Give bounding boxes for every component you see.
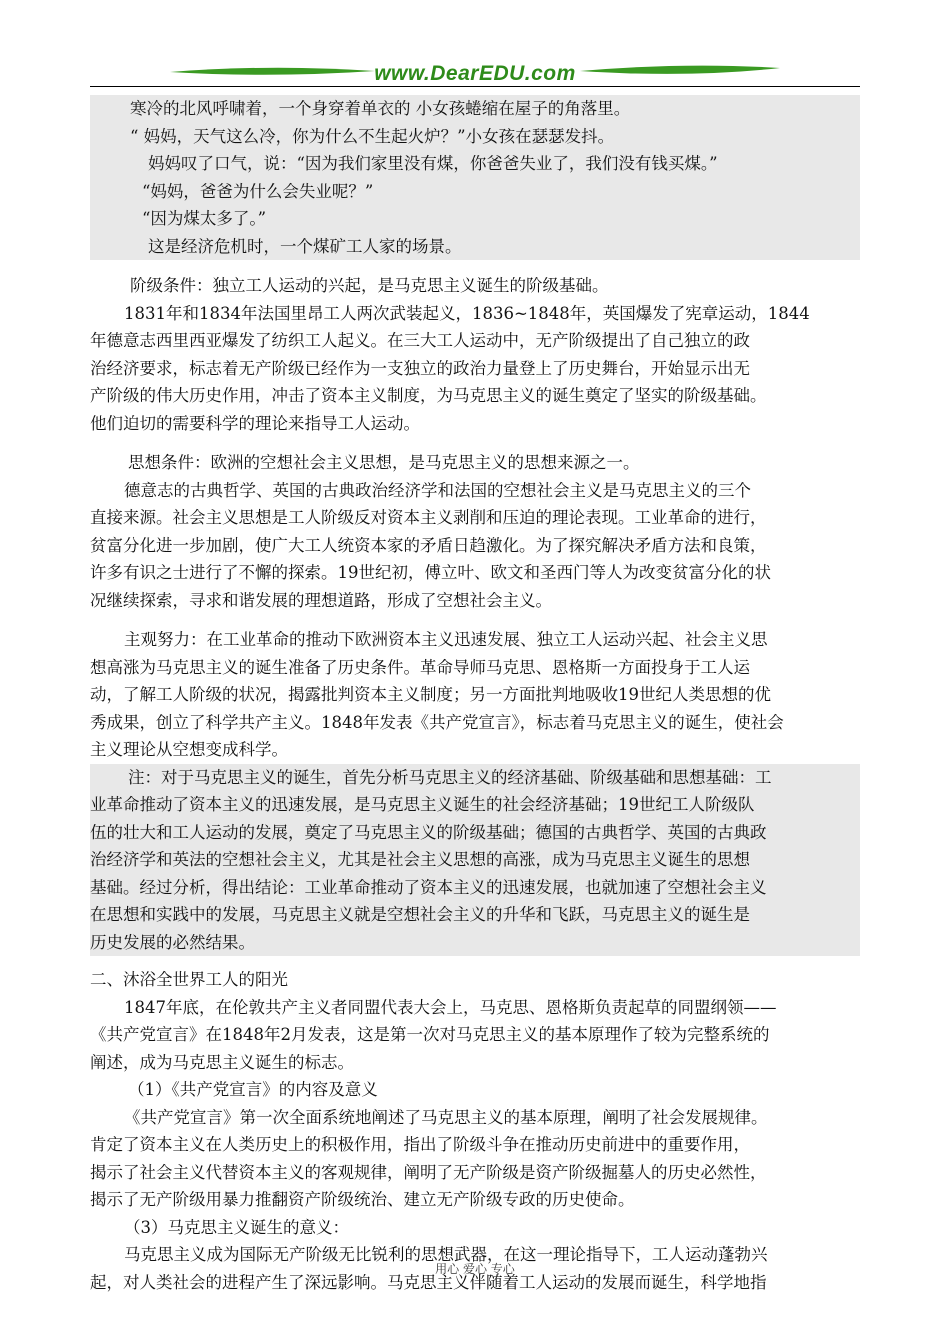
- class-condition-section: [90, 272, 860, 437]
- section-two-intro-line: 《共产党宣言》在1848年2月发表，这是第一次对马克思主义的基本原理作了较为完整系统的: [90, 1025, 770, 1044]
- thought-condition-line: 贫富分化进一步加剧，使广大工人统资本家的矛盾日趋激化。为了探究解决矛盾方法和良策，: [90, 535, 767, 555]
- section-two-intro-line: 阐述，成为马克思主义诞生的标志。: [90, 1052, 354, 1072]
- subsection-1-line: 《共产党宣言》第一次全面系统地阐述了马克思主义的基本原理，阐明了社会发展规律。: [124, 1107, 768, 1127]
- note-line: 业革命推动了资本主义的迅速发展，是马克思主义诞生的社会经济基础；19世纪工人阶级队: [90, 795, 755, 814]
- thought-condition-heading: 思想条件：欧洲的空想社会主义思想，是马克思主义的思想来源之一。: [128, 453, 640, 472]
- subjective-effort-line: 主义理论从空想变成科学。: [90, 740, 288, 759]
- thought-condition-line: 况继续探索，寻求和谐发展的理想道路，形成了空想社会主义。: [90, 590, 552, 610]
- subjective-effort-section: [90, 626, 860, 764]
- subsection-1-line: 肯定了资本主义在人类历史上的积极作用，指出了阶级斗争在推动历史前进中的重要作用，: [90, 1135, 750, 1154]
- class-condition-line: 他们迫切的需要科学的理论来指导工人运动。: [90, 413, 420, 433]
- note-line: 伍的壮大和工人运动的发展，奠定了马克思主义的阶级基础；德国的古典哲学、英国的古典政: [90, 822, 767, 842]
- subjective-effort-line: 秀成果，创立了科学共产主义。1848年发表《共产党宣言》，标志着马克思主义的诞生，使社会: [90, 712, 784, 732]
- story-line: “妈妈，爸爸为什么会失业呢？”: [142, 181, 374, 201]
- section-two: [90, 966, 860, 1296]
- note-line: 基础。经过分析，得出结论：工业革命推动了资本主义的迅速发展，也就加速了空想社会主义: [90, 877, 767, 897]
- subsection-1-line: 揭示了无产阶级用暴力推翻资产阶级统治、建立无产阶级专政的历史使命。: [90, 1190, 635, 1209]
- thought-condition-section: [90, 449, 860, 614]
- story-line: “ 妈妈，天气这么冷，你为什么不生起火炉？”小女孩在瑟瑟发抖。: [130, 126, 615, 146]
- class-condition-line: 产阶级的伟大历史作用，冲击了资本主义制度，为马克思主义的诞生奠定了坚实的阶级基础。: [90, 386, 767, 405]
- site-logo[interactable]: www.DearEDU.com: [374, 62, 576, 85]
- page-footer: 用心 爱心 专心: [435, 1262, 515, 1276]
- class-condition-heading: 阶级条件：独立工人运动的兴起，是马克思主义诞生的阶级基础。: [130, 276, 609, 295]
- thought-condition-line: 德意志的古典哲学、英国的古典政治经济学和法国的空想社会主义是马克思主义的三个: [124, 480, 751, 500]
- subsection-1-line: 揭示了社会主义代替资本主义的客观规律，阐明了无产阶级是资产阶级掘墓人的历史必然性，: [90, 1162, 767, 1182]
- story-line: 妈妈叹了口气，说：“因为我们家里没有煤，你爸爸失业了，我们没有钱买煤。”: [148, 154, 718, 173]
- subsection-3-title: （3）马克思主义诞生的意义：: [124, 1217, 349, 1237]
- subjective-effort-line: 想高涨为马克思主义的诞生准备了历史条件。革命导师马克思、恩格斯一方面投身于工人运: [90, 657, 750, 677]
- thought-condition-line: 许多有识之士进行了不懈的探索。19世纪初，傅立叶、欧文和圣西门等人为改变贫富分化的状: [90, 563, 771, 582]
- story-line: 寒冷的北风呼啸着，一个身穿着单衣的 小女孩蜷缩在屋子的角落里。: [130, 99, 631, 118]
- note-line: 注：对于马克思主义的诞生，首先分析马克思主义的经济基础、阶级基础和思想基础：工: [128, 767, 772, 787]
- class-condition-line: 治经济要求，标志着无产阶级已经作为一支独立的政治力量登上了历史舞台，开始显示出无: [90, 358, 750, 378]
- subjective-effort-line: 主观努力：在工业革命的推动下欧洲资本主义迅速发展、独立工人运动兴起、社会主义思: [124, 630, 768, 649]
- subsection-1-title: （1）《共产党宣言》的内容及意义: [128, 1080, 378, 1099]
- document-body: [90, 95, 860, 1296]
- header-rule: [90, 86, 860, 87]
- subjective-effort-line: 动，了解工人阶级的状况，揭露批判资本主义制度；另一方面批判地吸收19世纪人类思想的优: [90, 685, 771, 704]
- story-line: 这是经济危机时，一个煤矿工人家的场景。: [148, 236, 462, 256]
- story-box: [90, 95, 860, 260]
- section-two-intro-line: 1847年底，在伦敦共产主义者同盟代表大会上，马克思、恩格斯负责起草的同盟纲领——: [124, 997, 777, 1017]
- note-line: 历史发展的必然结果。: [90, 932, 255, 952]
- subsection-3-line: 马克思主义成为国际无产阶级无比锐利的思想武器，在这一理论指导下，工人运动蓬勃兴: [124, 1245, 768, 1264]
- story-line: “因为煤太多了。”: [142, 209, 267, 228]
- subsection-3-line: 起，对人类社会的进程产生了深远影响。马克思主义伴随着工人运动的发展而诞生，科学地指: [90, 1272, 767, 1292]
- note-line: 治经济学和英法的空想社会主义，尤其是社会主义思想的高涨，成为马克思主义诞生的思想: [90, 850, 750, 869]
- note-box: [90, 764, 860, 957]
- thought-condition-line: 直接来源。社会主义思想是工人阶级反对资本主义剥削和压迫的理论表现。工业革命的进行，: [90, 508, 767, 527]
- class-condition-line: 1831年和1834年法国里昂工人两次武装起义，1836~1848年，英国爆发了宪章运动，1844: [124, 303, 810, 323]
- class-condition-line: 年德意志西里西亚爆发了纺织工人起义。在三大工人运动中，无产阶级提出了自己独立的政: [90, 331, 750, 350]
- section-two-title: 二、沐浴全世界工人的阳光: [90, 970, 288, 989]
- note-line: 在思想和实践中的发展，马克思主义就是空想社会主义的升华和飞跃，马克思主义的诞生是: [90, 905, 750, 924]
